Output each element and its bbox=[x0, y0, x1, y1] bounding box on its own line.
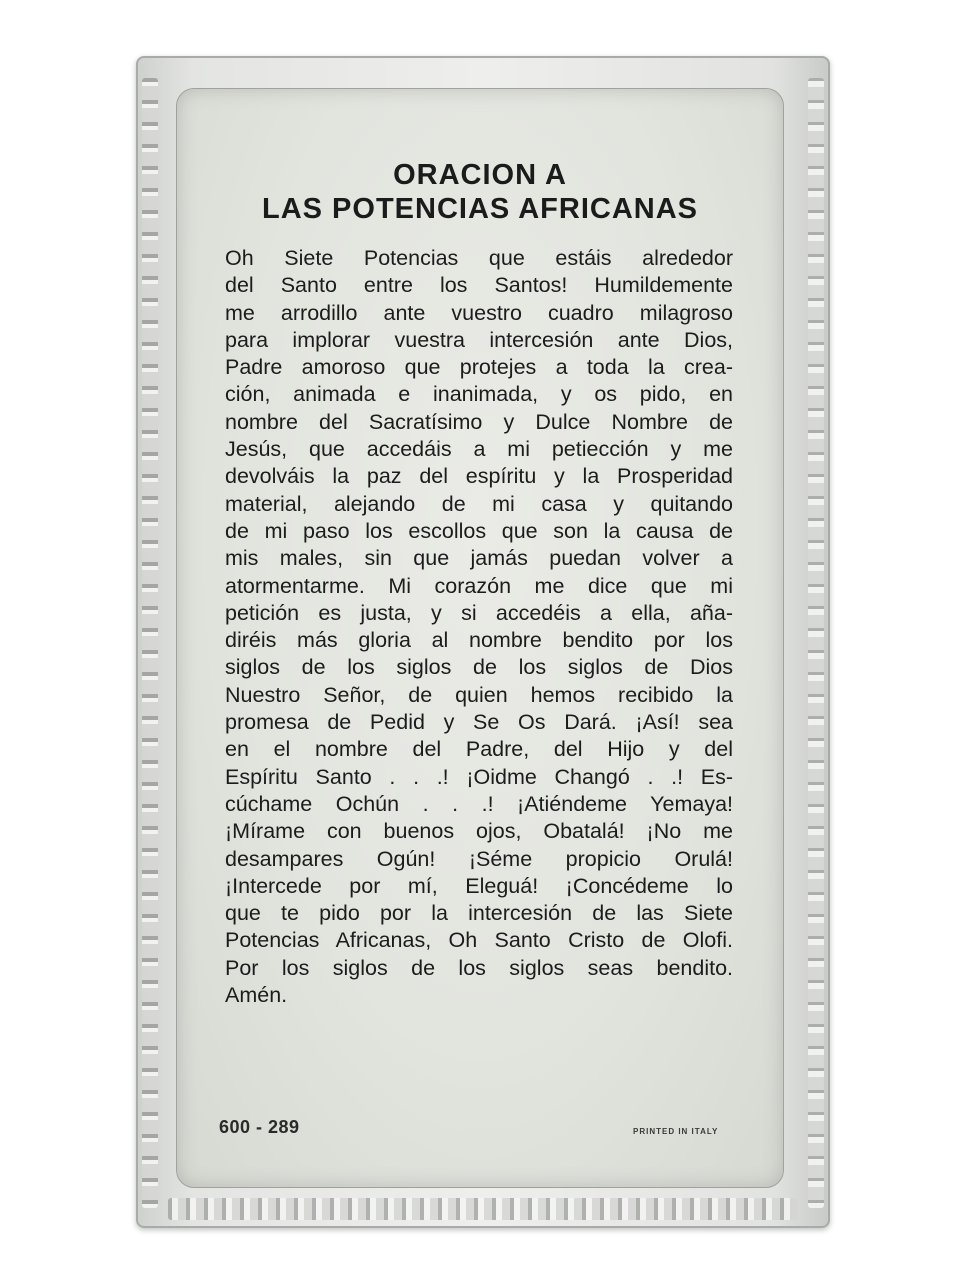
prayer-line: nombre del Sacratísimo y Dulce Nombre de bbox=[225, 409, 733, 434]
prayer-line: promesa de Pedid y Se Os Dará. ¡Así! sea bbox=[225, 710, 733, 735]
prayer-line-last: Amén. bbox=[225, 983, 288, 1008]
prayer-line: en el nombre del Padre, del Hijo y del bbox=[225, 737, 733, 762]
prayer-line: Por los siglos de los siglos seas bendito. bbox=[225, 955, 733, 980]
prayer-text bbox=[225, 245, 733, 1009]
prayer-line: del Santo entre los Santos! Humildemente bbox=[225, 273, 733, 298]
prayer-line: desampares Ogún! ¡Séme propicio Orulá! bbox=[225, 846, 733, 871]
sleeve-bottom-seam bbox=[168, 1198, 798, 1220]
prayer-card bbox=[176, 88, 784, 1188]
prayer-line: de mi paso los escollos que son la causa de bbox=[225, 518, 733, 543]
prayer-line: material, alejando de mi casa y quitando bbox=[225, 491, 733, 516]
prayer-line: mis males, sin que jamás puedan volver a bbox=[225, 546, 733, 571]
prayer-line: diréis más gloria al nombre bendito por los bbox=[225, 628, 733, 653]
prayer-line: que te pido por la intercesión de las Siete bbox=[225, 901, 733, 926]
card-catalog-number: 600 - 289 bbox=[219, 1117, 300, 1137]
prayer-line: cúchame Ochún . . .! ¡Atiéndeme Yemaya! bbox=[225, 791, 733, 816]
prayer-line: devolváis la paz del espíritu y la Prosperidad bbox=[225, 464, 733, 489]
prayer-line: me arrodillo ante vuestro cuadro milagroso bbox=[225, 300, 733, 325]
prayer-line: Potencias Africanas, Oh Santo Cristo de Olofi. bbox=[225, 928, 733, 953]
prayer-line: siglos de los siglos de los siglos de Dios bbox=[225, 655, 733, 680]
sleeve-left-seam bbox=[142, 78, 158, 1208]
prayer-line: petición es justa, y si accedéis a ella, aña- bbox=[225, 600, 733, 625]
prayer-line: atormentarme. Mi corazón me dice que mi bbox=[225, 573, 733, 598]
printed-in-italy-label: PRINTED IN ITALY bbox=[633, 1127, 719, 1136]
prayer-line: Jesús, que accedáis a mi petiección y me bbox=[225, 437, 733, 462]
prayer-line: Padre amoroso que protejes a toda la crea- bbox=[225, 355, 733, 380]
prayer-line: ¡Intercede por mí, Eleguá! ¡Concédeme lo bbox=[225, 873, 733, 898]
prayer-line: Nuestro Señor, de quien hemos recibido la bbox=[225, 682, 733, 707]
prayer-line: ción, animada e inanimada, y os pido, en bbox=[225, 382, 733, 407]
sleeve-right-seam bbox=[808, 78, 824, 1208]
prayer-line: para implorar vuestra intercesión ante Dios, bbox=[225, 327, 733, 352]
prayer-line: ¡Mírame con buenos ojos, Obatalá! ¡No me bbox=[225, 819, 733, 844]
prayer-line: Espíritu Santo . . .! ¡Oidme Changó . .! Es- bbox=[225, 764, 733, 789]
card-title-line-2: LAS POTENCIAS AFRICANAS bbox=[262, 193, 698, 225]
prayer-line: Oh Siete Potencias que estáis alrededor bbox=[225, 246, 733, 270]
card-title-line-1: ORACION A bbox=[393, 159, 567, 191]
